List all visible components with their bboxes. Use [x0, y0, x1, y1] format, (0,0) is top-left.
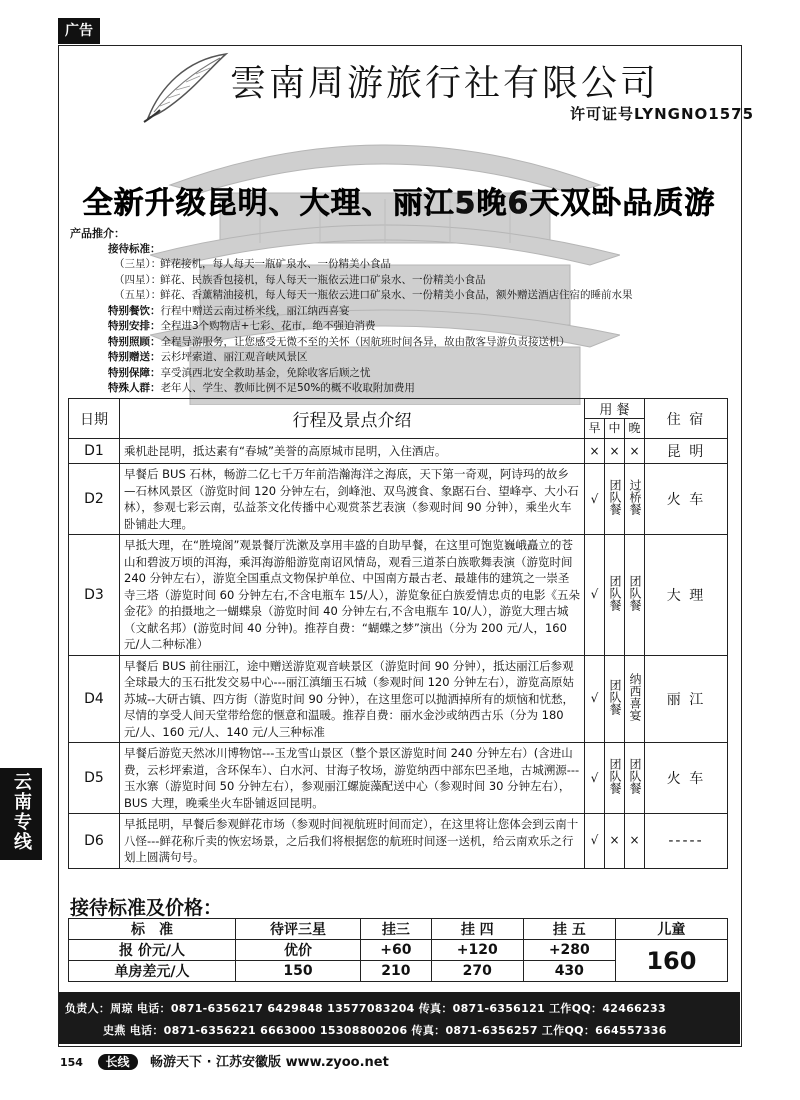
- table-row: D5 早餐后游览天然冰川博物馆---玉龙雪山景区（整个景区游览时间 240 分钟左右）(含进山费，云杉坪索道，含环保车）、白水河、甘海子牧场，游览纳西中部东巴圣地，古城溯源---玉水寨（游览时间 50 分钟左右），参观丽江螺旋藻配送中心（参观时间 30 分钟左右），BUS 大理，晚乘坐火车卧铺返回昆明。 √ 团队餐 团队餐 火 车: [69, 743, 728, 814]
- price-label: 报 价元/人: [69, 940, 236, 961]
- contact-bar: [59, 992, 740, 1044]
- contact-line: 史燕 电话：0871-6356221 6663000 15308800206 传真：0871-6356257 工作QQ：664557336: [103, 1024, 667, 1037]
- pricing-title: 接待标准及价格：: [70, 897, 223, 919]
- ad-label: 广告: [58, 18, 100, 44]
- table-row: D4 早餐后 BUS 前往丽江，途中赠送游览观音峡景区（游览时间 90 分钟），抵达丽江后参观全球最大的玉石批发交易中心---丽江滇缅玉石城（参观时间 120 分钟左右），游览高原姑苏城--大研古镇、四方街（游览时间 90 分钟），在这里您可以抛洒掉所有的烦恼和忧愁，尽情的享受人间天堂带给您的惬意和温暖。推荐自费：丽水金沙或纳西古乐（分为 180 元/人、160 元/人、140 元/人三种标准 √ 团队餐 纳西喜宴 丽 江: [69, 655, 728, 743]
- company-name: 雲南周游旅行社有限公司: [230, 63, 660, 104]
- headline: 全新升级昆明、大理、丽江5晚6天双卧品质游: [82, 186, 716, 221]
- pricing-header-row: 标 准 待评三星 挂三 挂 四 挂 五 儿童: [69, 919, 728, 940]
- pricing-row: 单房差元/人 150 210 270 430: [69, 961, 728, 982]
- single-room-label: 单房差元/人: [69, 961, 236, 982]
- page-footer: [60, 1051, 389, 1070]
- level-row: （三星）：鲜花接机，每人每天一瓶矿泉水、一份精美小食品: [114, 258, 391, 270]
- col-desc: 行程及景点介绍: [120, 399, 585, 439]
- contact-line: 负责人：周琼 电话：0871-6356217 6429848 13577083204 传真：0871-6356121 工作QQ：42466233: [65, 1002, 666, 1015]
- section-pill: 长线: [98, 1054, 138, 1070]
- intro-heading: 产品推介：: [70, 227, 125, 240]
- itinerary-table: [68, 398, 728, 869]
- table-row: D6 早抵昆明，早餐后参观鲜花市场（参观时间视航班时间而定），在这里将让您体会到云南十八怪---鲜花称斤卖的恢宏场景，之后我们将根据您的航班时间逐一送机，给云南欢乐之行划上圆满句号。 √ × × -----: [69, 814, 728, 869]
- pricing-table: [68, 918, 728, 982]
- pricing-row: 报 价元/人 优价 +60 +120 +280 160: [69, 940, 728, 961]
- col-meals: 用 餐: [585, 399, 645, 419]
- footer-text: 畅游天下 · 江苏安徽版 www.zyoo.net: [150, 1055, 389, 1070]
- col-lunch: 中: [605, 419, 625, 439]
- feature-row: 特别照顾：全程导游服务，让您感受无微不至的关怀（因航班时间各异，故由散客导游负责接送机）: [108, 335, 570, 348]
- child-price: 160: [615, 940, 727, 982]
- standard-label: 接待标准：: [108, 242, 161, 255]
- table-row: D2 早餐后 BUS 石林，畅游二亿七千万年前浩瀚海洋之海底，天下第一奇观，阿诗玛的故乡—石林风景区（游览时间 120 分钟左右，剑峰池、双鸟渡食、象踞石台、望峰亭、大小石林），参观七彩云南，弘益茶文化传播中心观赏茶艺表演（参观时间 90 分钟），乘坐火车卧铺赴大理。 √ 团队餐 过桥餐 火 车: [69, 464, 728, 535]
- table-row: D3 早抵大理，在“胜境阁”观景餐厅洗漱及享用丰盛的自助早餐，在这里可饱览巍峨矗立的苍山和碧波万顷的洱海，乘洱海游船游览南诏风情岛，观看三道茶白族歌舞表演（游览时间 240 分钟左右），游览全国重点文物保护单位、中国南方最古老、最雄伟的建筑之一崇圣寺三塔（游览时间 60 分钟左右,不含电瓶车 15/人），游览象征白族爱情忠贞的电影《五朵金花》的拍摄地之一蝴蝶泉（游览时间 40 分钟左右,不含电瓶车 10/人），游览大理古城（文献名邦）(游览时间 40 分钟)。推荐自费：“蝴蝶之梦”演出（分为 200 元/人，160 元/人二种标准） √ 团队餐 团队餐 大 理: [69, 535, 728, 656]
- page-number: 154: [60, 1056, 83, 1069]
- table-header-row: [69, 399, 728, 419]
- col-breakfast: 早: [585, 419, 605, 439]
- table-row: D1 乘机赴昆明，抵达素有“春城”美誉的高原城市昆明，入住酒店。 × × × 昆 明: [69, 439, 728, 464]
- feature-row: 特别餐饮：行程中赠送云南过桥米线，丽江纳西喜宴: [108, 304, 350, 317]
- level-row: （四星）：鲜花、民族香包接机，每人每天一瓶依云进口矿泉水、一份精美小食品: [114, 273, 486, 286]
- license-number: 许可证号LYNGNO1575: [570, 105, 755, 123]
- col-stay: 住 宿: [645, 399, 728, 439]
- feature-row: 特别安排：全程进3个购物店+七彩、花市，绝不强迫消费: [108, 320, 376, 332]
- col-dinner: 晚: [625, 419, 645, 439]
- feature-row: 特别保障：享受滇西北安全救助基金，免除收客后顾之忧: [108, 366, 371, 379]
- feature-row: 特殊人群：老年人、学生、教师比例不足50%的概不收取附加费用: [108, 382, 415, 394]
- feature-row: 特别赠送：云杉坪索道、丽江观音峡风景区: [108, 351, 308, 363]
- product-intro: [70, 226, 730, 397]
- level-row: （五星）：鲜花、香薰精油接机，每人每天一瓶依云进口矿泉水、一份精美小食品，额外赠送酒店住宿的睡前水果: [114, 289, 633, 301]
- side-tab: 云南专线: [0, 768, 42, 860]
- col-day: 日期: [69, 399, 120, 439]
